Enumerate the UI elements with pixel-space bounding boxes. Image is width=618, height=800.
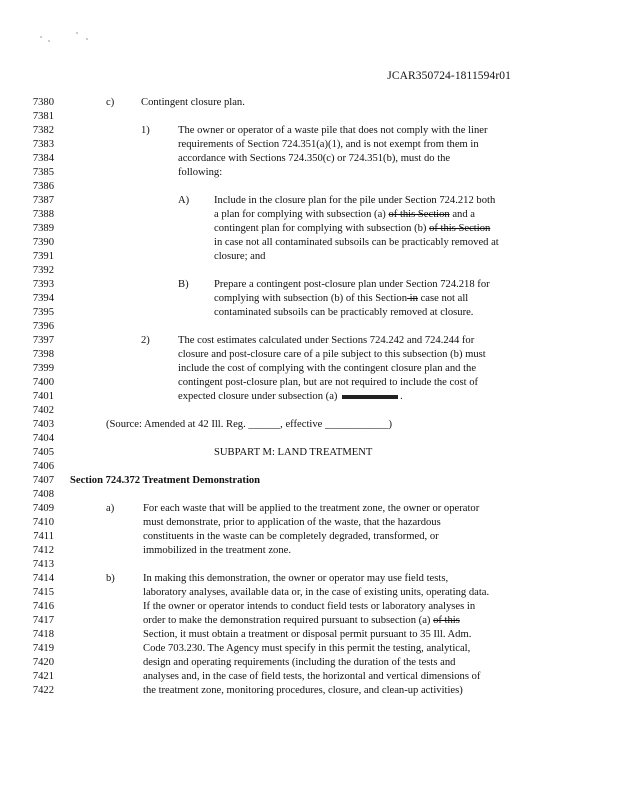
- line-text: in case not all contaminated subsoils can be practicably removed at: [214, 237, 499, 248]
- document-line: [0, 124, 618, 138]
- line-number: 7401: [32, 391, 54, 402]
- line-number: 7399: [32, 363, 54, 374]
- document-line: [0, 278, 618, 292]
- line-text: Contingent closure plan.: [141, 97, 245, 108]
- line-number: 7387: [32, 195, 54, 206]
- line-number: 7391: [32, 251, 54, 262]
- line-number: 7404: [32, 433, 54, 444]
- line-text: laboratory analyses, available data or, in the case of existing units, operating data.: [143, 587, 490, 598]
- line-number: 7422: [32, 685, 54, 696]
- line-text: a plan for complying with subsection (a) of this Section and a: [214, 209, 475, 220]
- document-line: [0, 208, 618, 222]
- line-text: constituents in the waste can be completely degraded, transformed, or: [143, 531, 439, 542]
- line-number: 7393: [32, 279, 54, 290]
- document-line: [0, 558, 618, 572]
- line-text: requirements of Section 724.351(a)(1), and is not exempt from them in: [178, 139, 479, 150]
- line-number: 7383: [32, 139, 54, 150]
- line-number: 7394: [32, 293, 54, 304]
- line-number: 7417: [32, 615, 54, 626]
- line-text: In making this demonstration, the owner or operator may use field tests,: [143, 573, 449, 584]
- line-text: c): [106, 97, 115, 108]
- line-text: A): [178, 195, 190, 206]
- document-line: [0, 180, 618, 194]
- document-line: [0, 362, 618, 376]
- document-line: [0, 432, 618, 446]
- document-line: [0, 460, 618, 474]
- document-line: [0, 544, 618, 558]
- document-line: [0, 390, 618, 404]
- line-number: 7384: [32, 153, 54, 164]
- line-number: 7412: [32, 545, 54, 556]
- document-line: [0, 250, 618, 264]
- document-line: [0, 586, 618, 600]
- line-text: expected closure under subsection (a) .: [178, 391, 403, 402]
- document-line: [0, 166, 618, 180]
- document-line: [0, 628, 618, 642]
- document-line: [0, 502, 618, 516]
- document-line: [0, 320, 618, 334]
- line-text: following:: [178, 167, 223, 178]
- document-line: [0, 572, 618, 586]
- line-number: 7392: [32, 265, 54, 276]
- line-text: include the cost of complying with the contingent closure plan and the: [178, 363, 477, 374]
- line-number: 7416: [32, 601, 54, 612]
- document-line: [0, 474, 618, 488]
- struck-text: in: [407, 293, 418, 304]
- line-number: 7405: [32, 447, 54, 458]
- line-text: closure; and: [214, 251, 266, 262]
- line-number: 7408: [32, 489, 54, 500]
- line-number: 7421: [32, 671, 54, 682]
- line-text: design and operating requirements (including the duration of the tests and: [143, 657, 456, 668]
- line-number: 7411: [33, 531, 54, 542]
- line-text: must demonstrate, prior to application of the waste, that the hazardous: [143, 517, 441, 528]
- document-line: [0, 152, 618, 166]
- line-text: accordance with Sections 724.350(c) or 724.351(b), must do the: [178, 153, 451, 164]
- line-number: 7402: [32, 405, 54, 416]
- line-number: 7385: [32, 167, 54, 178]
- line-number: 7381: [32, 111, 54, 122]
- line-number: 7403: [32, 419, 54, 430]
- document-line: [0, 376, 618, 390]
- document-line: [0, 670, 618, 684]
- line-number: 7390: [32, 237, 54, 248]
- line-text: order to make the demonstration required pursuant to subsection (a) of this: [143, 615, 460, 626]
- document-line: [0, 446, 618, 460]
- line-number: 7413: [32, 559, 54, 570]
- line-number: 7389: [32, 223, 54, 234]
- document-line: [0, 96, 618, 110]
- document-line: [0, 194, 618, 208]
- document-line: [0, 306, 618, 320]
- line-text: If the owner or operator intends to conduct field tests or laboratory analyses in: [143, 601, 476, 612]
- line-text: contingent plan for complying with subsection (b) of this Section: [214, 223, 491, 234]
- document-line: [0, 530, 618, 544]
- line-number: 7414: [32, 573, 54, 584]
- line-text: SUBPART M: LAND TREATMENT: [214, 447, 373, 458]
- line-text: (Source: Amended at 42 Ill. Reg. ______, effective ____________): [106, 419, 393, 430]
- document-line: [0, 236, 618, 250]
- line-number: 7420: [32, 657, 54, 668]
- line-text: Section 724.372 Treatment Demonstration: [70, 475, 261, 486]
- line-text: contingent post-closure plan, but are not required to include the cost of: [178, 377, 479, 388]
- line-number: 7396: [32, 321, 54, 332]
- document-line: [0, 516, 618, 530]
- line-number: 7388: [32, 209, 54, 220]
- line-text: b): [106, 573, 115, 584]
- line-number: 7419: [32, 643, 54, 654]
- line-text: Include in the closure plan for the pile under Section 724.212 both: [214, 195, 496, 206]
- line-text: complying with subsection (b) of this Section in case not all: [214, 293, 469, 304]
- line-number: 7415: [32, 587, 54, 598]
- scan-smudge: [40, 30, 100, 46]
- struck-text: of this: [433, 615, 460, 626]
- document-line: [0, 334, 618, 348]
- line-number: 7409: [32, 503, 54, 514]
- line-text: The cost estimates calculated under Sections 724.242 and 724.244 for: [178, 335, 475, 346]
- line-number: 7382: [32, 125, 54, 136]
- line-text: 2): [141, 335, 150, 346]
- document-line: [0, 656, 618, 670]
- line-number: 7397: [32, 335, 54, 346]
- document-line: [0, 264, 618, 278]
- document-line: [0, 684, 618, 698]
- struck-text: of this Section: [429, 223, 491, 234]
- line-text: immobilized in the treatment zone.: [143, 545, 291, 556]
- line-number: 7386: [32, 181, 54, 192]
- line-text: Prepare a contingent post-closure plan under Section 724.218 for: [214, 279, 490, 290]
- line-number: 7380: [32, 97, 54, 108]
- line-text: a): [106, 503, 115, 514]
- line-number: 7400: [32, 377, 54, 388]
- document-line: [0, 348, 618, 362]
- line-text: 1): [141, 125, 150, 136]
- line-text: B): [178, 279, 189, 290]
- line-text: Section, it must obtain a treatment or disposal permit pursuant to 35 Ill. Adm.: [143, 629, 472, 640]
- line-number: 7395: [32, 307, 54, 318]
- document-line: [0, 642, 618, 656]
- line-text: the treatment zone, monitoring procedures, closure, and clean-up activities): [143, 685, 463, 696]
- line-text: closure and post-closure care of a pile subject to this subsection (b) must: [178, 349, 486, 360]
- line-number: 7418: [32, 629, 54, 640]
- line-text: The owner or operator of a waste pile that does not comply with the liner: [178, 125, 488, 136]
- document-body: [0, 96, 618, 698]
- document-line: [0, 600, 618, 614]
- redaction-mark: [342, 395, 398, 399]
- line-text: contaminated subsoils can be practicably removed at closure.: [214, 307, 474, 318]
- document-line: [0, 488, 618, 502]
- line-text: Code 703.230. The Agency must specify in this permit the testing, analytical,: [143, 643, 471, 654]
- line-number: 7410: [32, 517, 54, 528]
- document-line: [0, 404, 618, 418]
- line-text: analyses and, in the case of field tests, the horizontal and vertical dimensions of: [143, 671, 481, 682]
- line-number: 7406: [32, 461, 54, 472]
- document-line: [0, 292, 618, 306]
- document-line: [0, 222, 618, 236]
- document-line: [0, 418, 618, 432]
- document-line: [0, 138, 618, 152]
- struck-text: of this Section: [388, 209, 450, 220]
- document-line: [0, 110, 618, 124]
- line-number: 7407: [32, 475, 54, 486]
- document-line: [0, 614, 618, 628]
- line-number: 7398: [32, 349, 54, 360]
- document-id: JCAR350724-1811594r01: [387, 70, 511, 82]
- line-text: For each waste that will be applied to the treatment zone, the owner or operator: [143, 503, 480, 514]
